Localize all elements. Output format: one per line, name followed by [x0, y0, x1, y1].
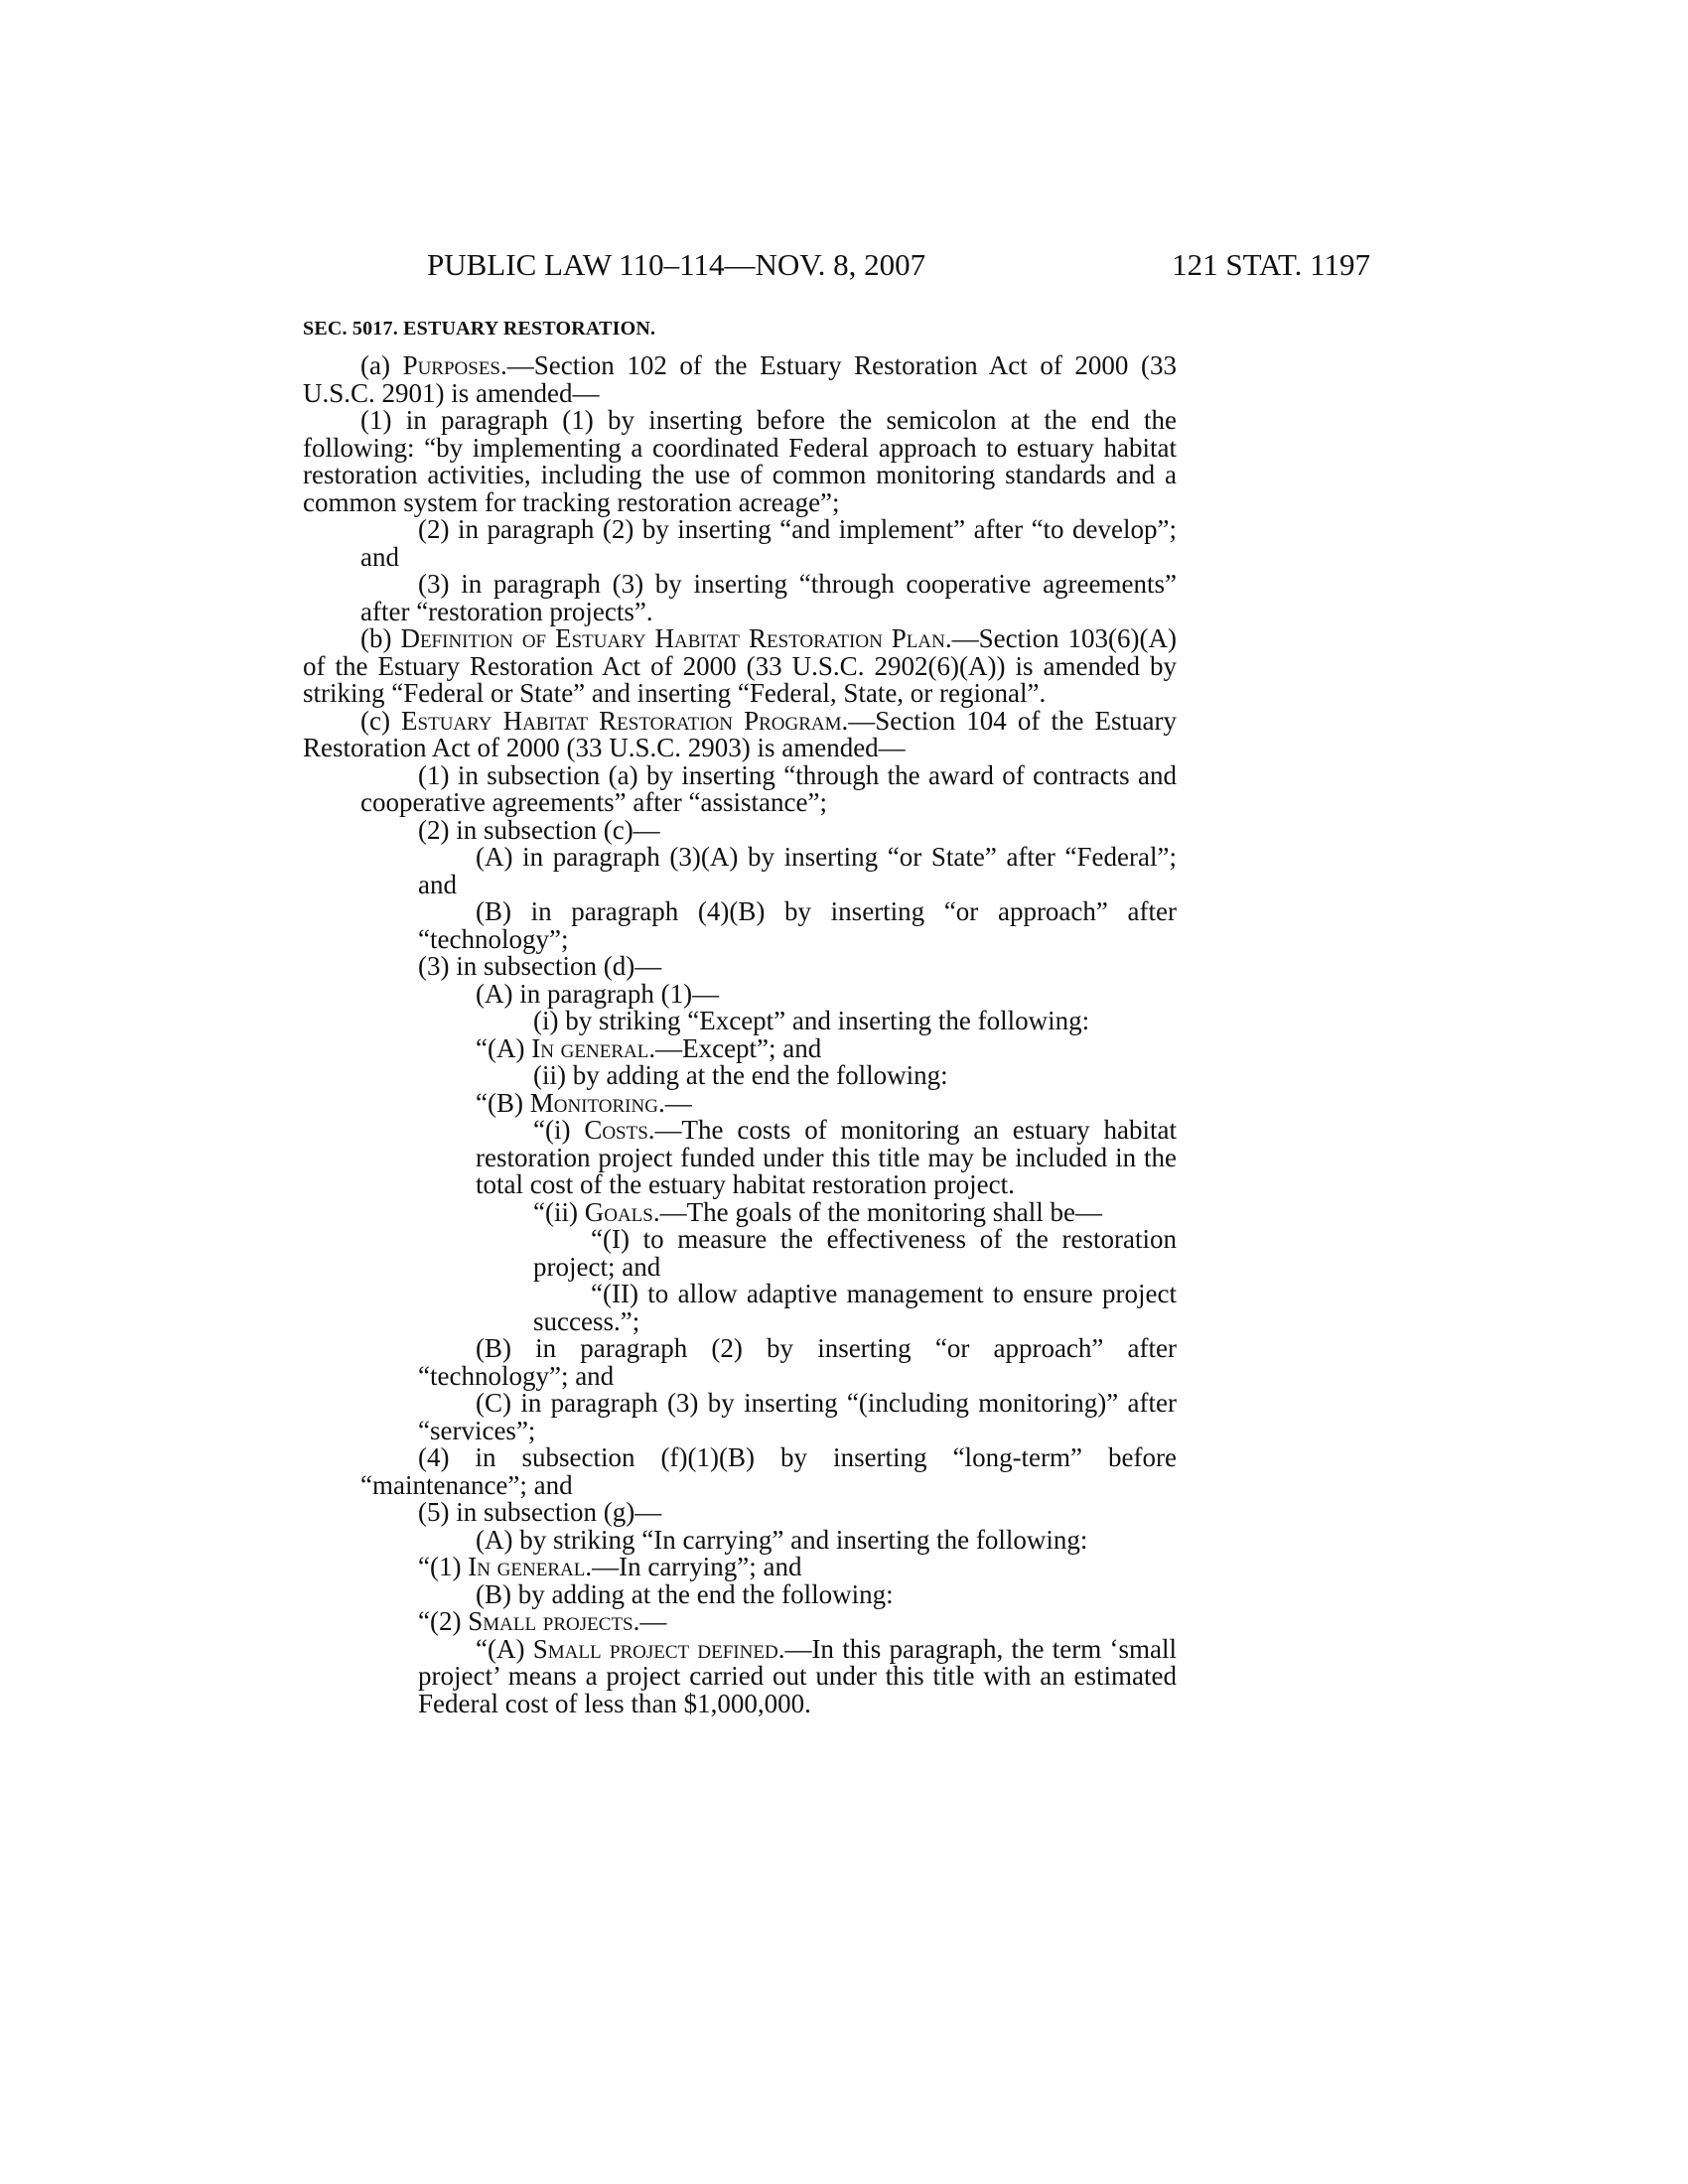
paragraph-a-1: (1) in paragraph (1) by inserting before the semicolon at the end the following: “by implementing a coordinated Federal approach to estuary habitat restoration activities, including the use of common monitoring standards and a common system for tracking restoration acreage”;	[303, 405, 1177, 517]
caption-in-general: In general	[531, 1032, 649, 1063]
inserted-ii-goals: “(ii) Goals.—The goals of the monitoring shall be—	[533, 1196, 1103, 1227]
inserted-A-in-general: “(A) In general.—Except”; and	[476, 1032, 822, 1063]
section-body	[303, 352, 1177, 1717]
running-header	[303, 245, 1370, 285]
paragraph-c-5-A: (A) by striking “In carrying” and inserting the following:	[476, 1524, 1088, 1555]
paragraph-c-2-B: (B) in paragraph (4)(B) by inserting “or approach” after “technology”;	[418, 896, 1177, 954]
paragraph-c-1: (1) in subsection (a) by inserting “through the award of contracts and cooperative agreements” after “assistance”;	[360, 759, 1177, 817]
inserted-B-monitoring: “(B) Monitoring.—	[476, 1087, 692, 1118]
paragraph-c-2-A: (A) in paragraph (3)(A) by inserting “or State” after “Federal”; and	[418, 842, 1177, 899]
caption-definition: Definition of Estuary Habitat Restoration Plan	[400, 623, 945, 653]
caption-program: Estuary Habitat Restoration Program	[401, 705, 842, 736]
inserted-II: “(II) to allow adaptive management to ensure project success.”;	[533, 1279, 1177, 1336]
paragraph-c: (c) Estuary Habitat Restoration Program.—Section 104 of the Estuary Restoration Act of 2000 (33 U.S.C. 2903) is amended—	[303, 705, 1177, 762]
caption-purposes: Purposes	[402, 350, 501, 380]
caption-goals: Goals	[584, 1196, 653, 1227]
paragraph-b: (b) Definition of Estuary Habitat Restoration Plan.—Section 103(6)(A) of the Estuary Restoration Act of 2000 (33 U.S.C. 2902(6)(A)) is amended by striking “Federal or State” and inserting “Federal, State, or regional”.	[303, 623, 1178, 708]
paragraph-c-3-A-ii: (ii) by adding at the end the following:	[533, 1060, 948, 1090]
paragraph-c-3: (3) in subsection (d)—	[418, 951, 662, 981]
header-page-ref: 121 STAT. 1197	[1172, 247, 1370, 282]
paragraph-c-4: (4) in subsection (f)(1)(B) by inserting “long-term” before “maintenance”; and	[360, 1442, 1177, 1500]
inserted-I: “(I) to measure the effectiveness of the restoration project; and	[533, 1224, 1177, 1282]
header-title: PUBLIC LAW 110–114—NOV. 8, 2007	[427, 247, 926, 282]
inserted-1-in-general: “(1) In general.—In carrying”; and	[418, 1552, 802, 1581]
paragraph-c-3-B: (B) in paragraph (2) by inserting “or approach” after “technology”; and	[418, 1333, 1177, 1391]
caption-small-project-defined: Small project defined	[532, 1633, 778, 1664]
paragraph-a-3: (3) in paragraph (3) by inserting “through cooperative agreements” after “restoration projects”.	[360, 569, 1177, 626]
paragraph-c-2: (2) in subsection (c)—	[418, 814, 660, 845]
section-heading: SEC. 5017. ESTUARY RESTORATION.	[303, 318, 656, 340]
caption-in-general-2: In general	[468, 1552, 586, 1581]
paragraph-c-3-C: (C) in paragraph (3) by inserting “(including monitoring)” after “services”;	[418, 1388, 1177, 1445]
paragraph-c-3-A: (A) in paragraph (1)—	[476, 978, 720, 1009]
caption-monitoring: Monitoring	[529, 1087, 658, 1118]
inserted-A-small-project-defined: “(A) Small project defined.—In this paragraph, the term ‘small project’ means a project carried out under this title with an estimated Federal cost of less than $1,000,000.	[418, 1633, 1177, 1718]
paragraph-c-5: (5) in subsection (g)—	[418, 1497, 662, 1527]
paragraph-c-3-A-i: (i) by striking “Except” and inserting the following:	[533, 1006, 1090, 1035]
inserted-i-costs: “(i) Costs.—The costs of monitoring an estuary habitat restoration project funded under this title may be included in the total cost of the estuary habitat restoration project.	[476, 1115, 1177, 1199]
paragraph-a-2: (2) in paragraph (2) by inserting “and implement” after “to develop”; and	[360, 514, 1177, 572]
paragraph-c-5-B: (B) by adding at the end the following:	[476, 1578, 894, 1609]
paragraph-a: (a) Purposes.—Section 102 of the Estuary Restoration Act of 2000 (33 U.S.C. 2901) is amended—	[303, 350, 1177, 408]
inserted-2-small-projects: “(2) Small projects.—	[418, 1606, 667, 1636]
caption-costs: Costs	[584, 1115, 648, 1145]
caption-small-projects: Small projects	[468, 1606, 633, 1636]
